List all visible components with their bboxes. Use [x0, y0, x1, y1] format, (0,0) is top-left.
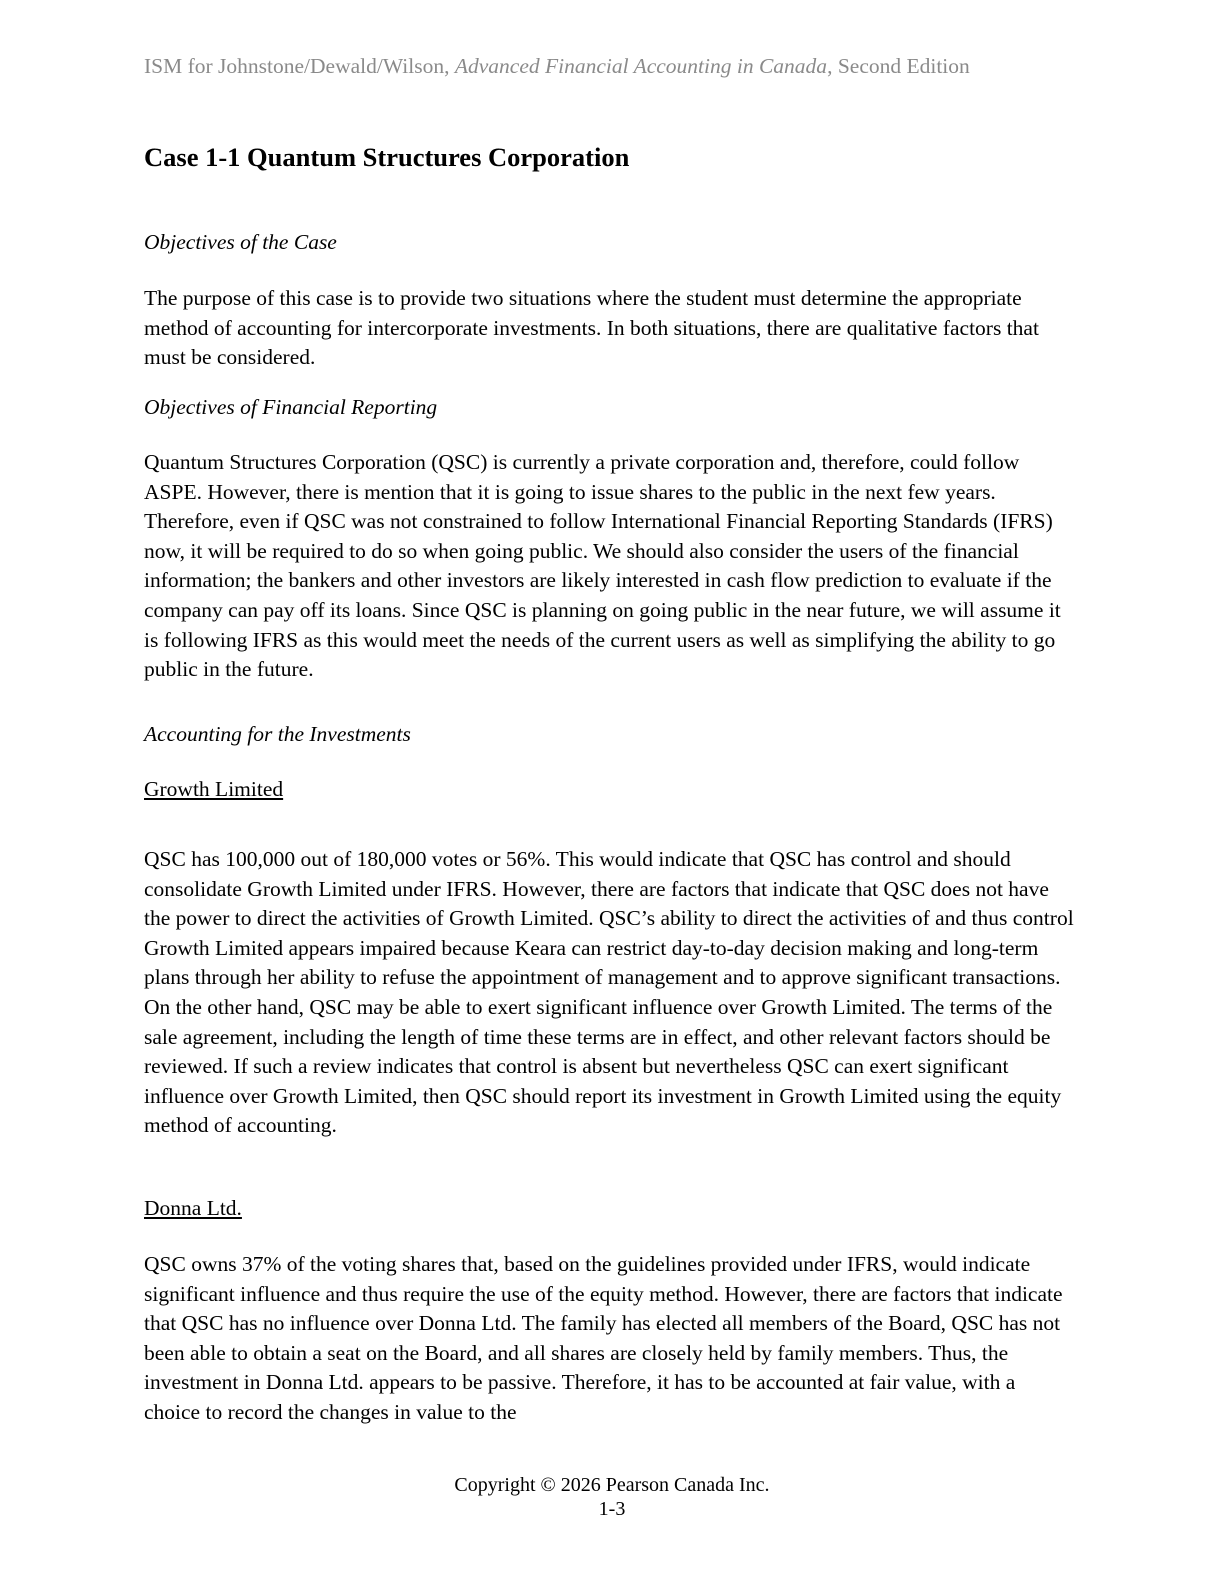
subheading-growth-limited: Growth Limited — [144, 777, 284, 801]
paragraph-donna-ltd: QSC owns 37% of the voting shares that, based on the guidelines provided under IFRS, would indicate significant influence and thus require the use of the equity method. However, there are factors that indicate that QSC has no influence over Donna Ltd. The family has elected all members of the Board, QSC has not been able to obtain a seat on the Board, and all shares are closely held by family members. Thus, the investment in Donna Ltd. appears to be passive. Therefore, it has to be accounted at fair value, with a choice to record the changes in value to the — [144, 1252, 1063, 1424]
paragraph-growth-limited: QSC has 100,000 out of 180,000 votes or 56%. This would indicate that QSC has control and should consolidate Growth Limited under IFRS. However, there are factors that indicate that QSC does not have the power to direct the activities of Growth Limited. QSC’s ability to direct the activities of and thus control Growth Limited appears impaired because Keara can restrict day-to-day decision making and long-term plans through her ability to refuse the appointment of management and to approve significant transactions. On the other hand, QSC may be able to exert significant influence over Growth Limited. The terms of the sale agreement, including the length of time these terms are in effect, and other relevant factors should be reviewed. If such a review indicates that control is absent but nevertheless QSC can exert significant influence over Growth Limited, then QSC should report its investment in Growth Limited using the equity method of accounting. — [144, 847, 1074, 1138]
copyright-footer: Copyright © 2026 Pearson Canada Inc. — [454, 1474, 770, 1496]
running-header — [144, 54, 970, 79]
subheading-donna-ltd: Donna Ltd. — [144, 1196, 242, 1220]
case-title: Case 1-1 Quantum Structures Corporation — [144, 142, 630, 172]
paragraph-objectives-case: The purpose of this case is to provide two situations where the student must determine the appropriate method of accounting for intercorporate investments. In both situations, there are qualitative factors that must be considered. — [144, 286, 1039, 370]
header-book-title: Advanced Financial Accounting in Canada — [454, 54, 828, 78]
heading-objectives-reporting: Objectives of Financial Reporting — [144, 395, 438, 419]
heading-accounting: Accounting for the Investments — [144, 722, 411, 746]
page-number: 1-3 — [598, 1498, 626, 1520]
header-prefix: ISM for Johnstone/Dewald/Wilson, — [144, 54, 455, 78]
heading-objectives-case: Objectives of the Case — [144, 230, 337, 254]
header-suffix: , Second Edition — [827, 54, 970, 78]
paragraph-objectives-reporting: Quantum Structures Corporation (QSC) is currently a private corporation and, therefore, could follow ASPE. However, there is mention that it is going to issue shares to the public in the next few years. Therefore, even if QSC was not constrained to follow International Financial Reporting Standards (IFRS) now, it will be required to do so when going public. We should also consider the users of the financial information; the bankers and other investors are likely interested in cash flow prediction to evaluate if the company can pay off its loans. Since QSC is planning on going public in the near future, we will assume it is following IFRS as this would meet the needs of the current users as well as simplifying the ability to go public in the future. — [144, 450, 1061, 682]
